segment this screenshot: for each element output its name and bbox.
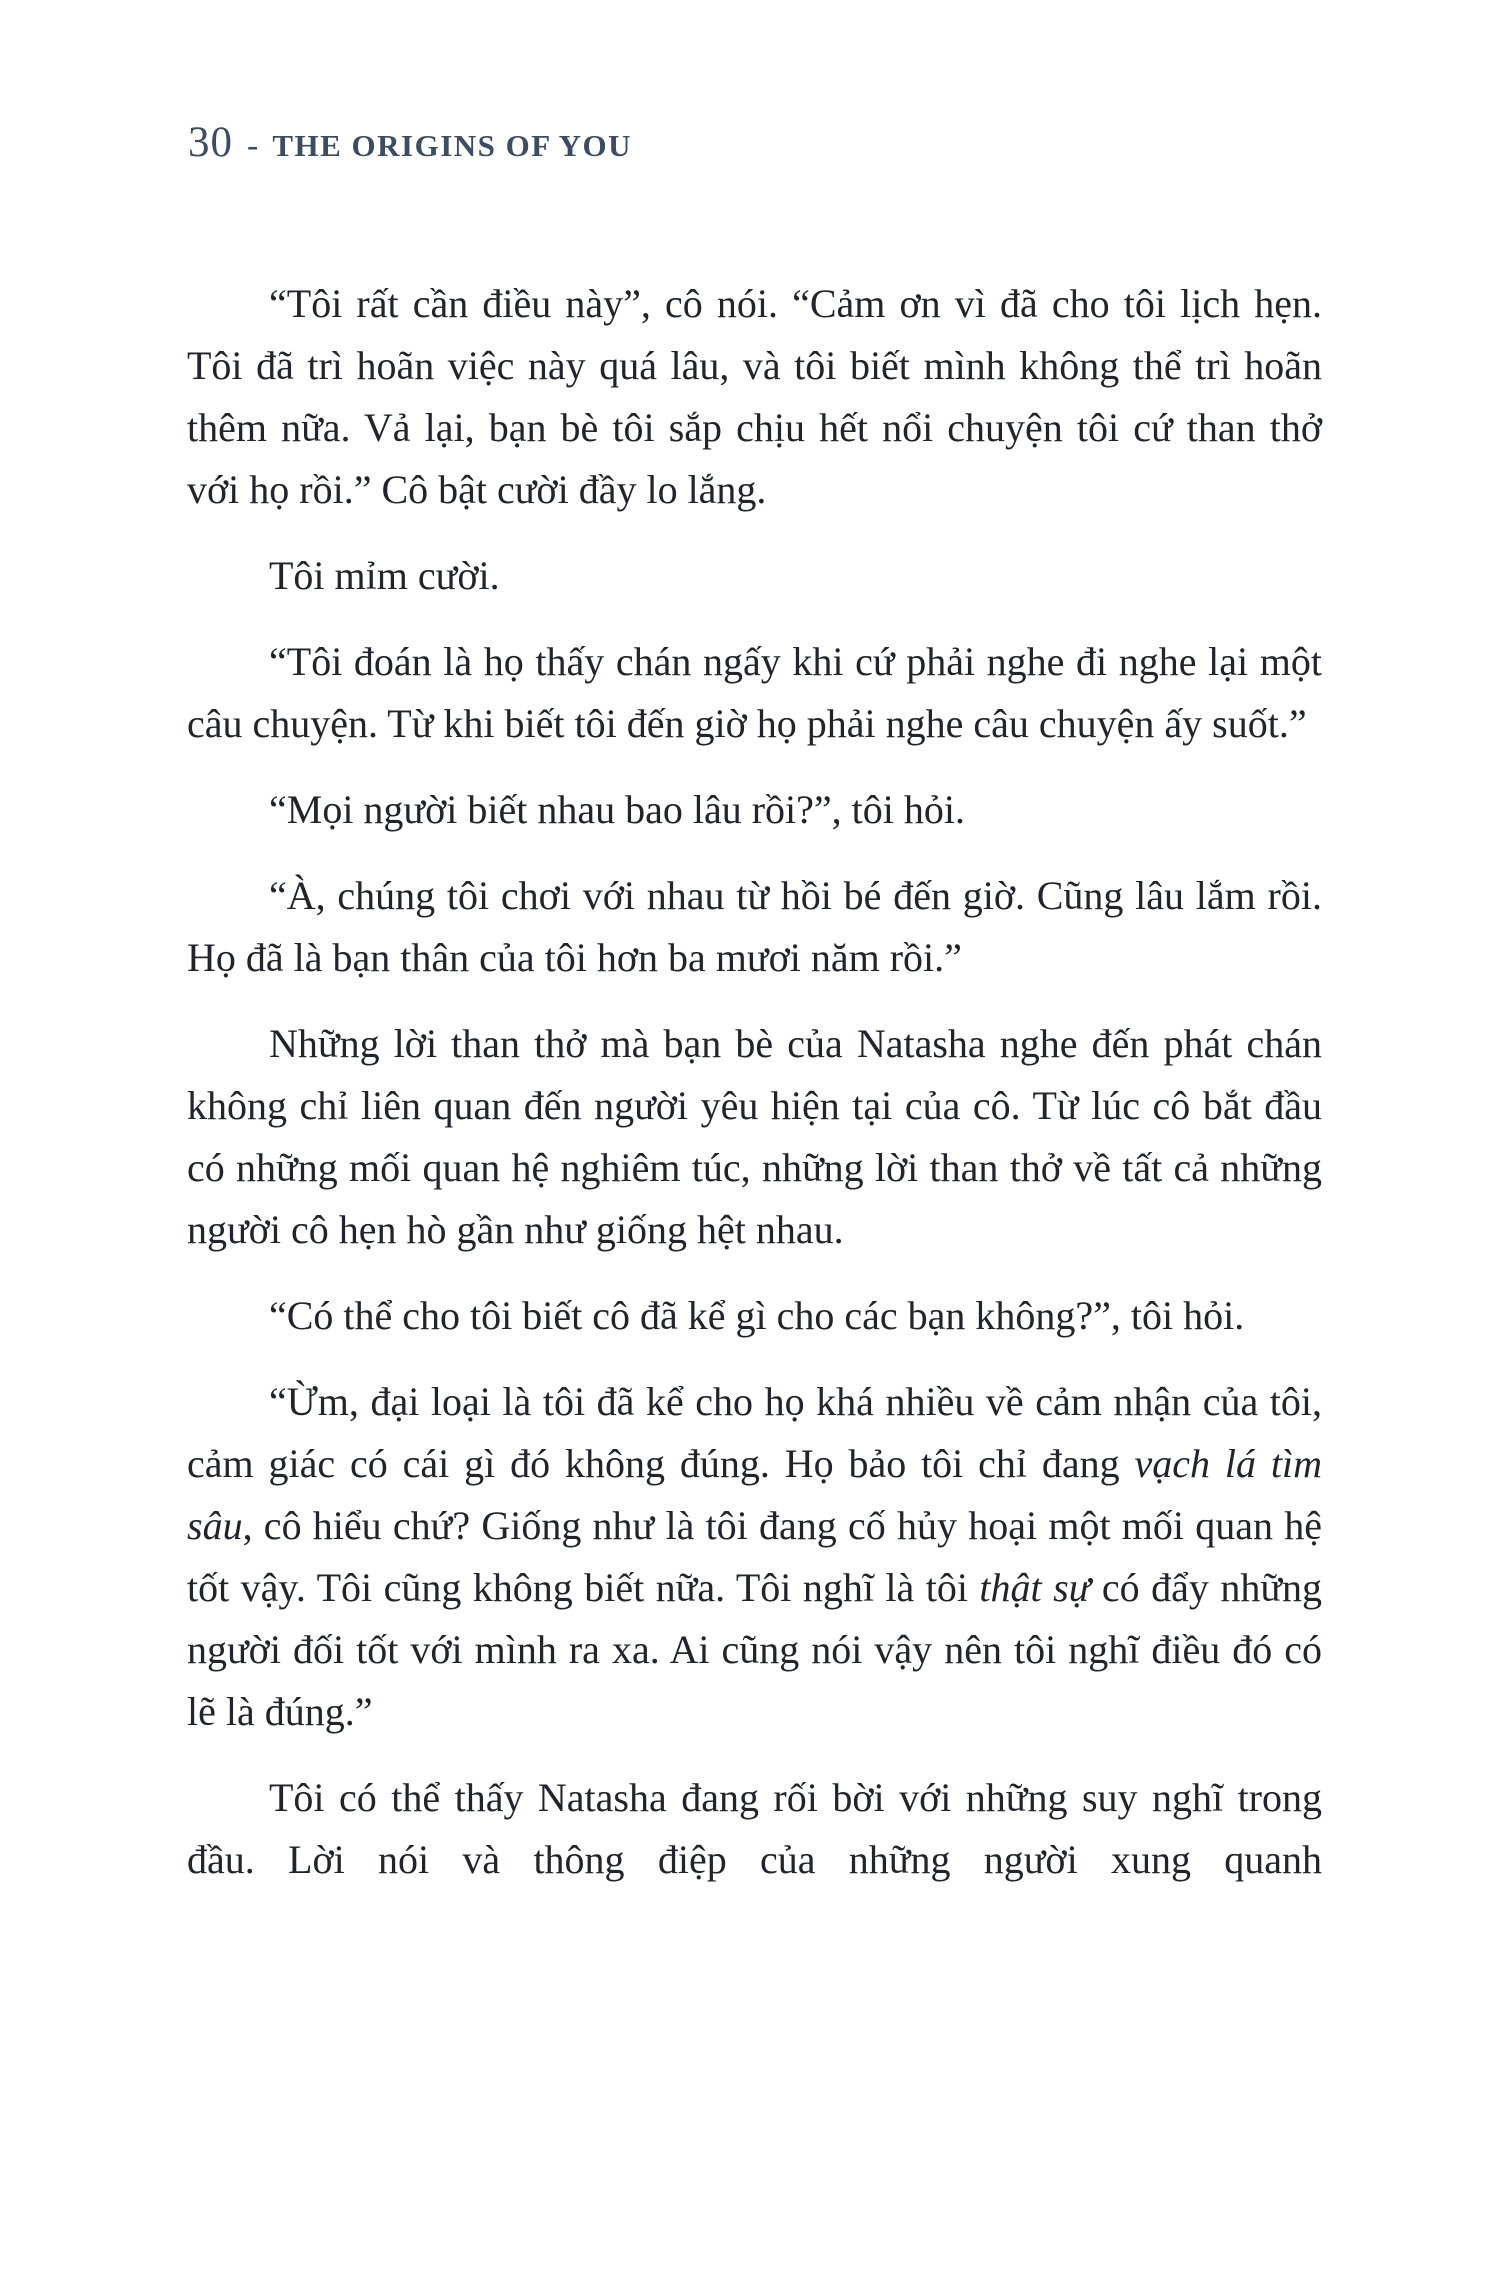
header-separator: - xyxy=(247,127,259,164)
italic-phrase: thật sự xyxy=(979,1565,1091,1610)
text-run: “Ừm, đại loại là tôi đã kể cho họ khá nhiều về cảm nhận của tôi, cảm giác có cái gì đó không đúng. Họ bảo tôi chỉ đang xyxy=(187,1379,1322,1486)
running-header xyxy=(188,118,632,167)
text-run: có đẩy những người đối tốt với mình ra xa. Ai cũng nói vậy nên tôi nghĩ điều đó có lẽ là đúng.” xyxy=(187,1565,1322,1734)
text-run: “Tôi đoán là họ thấy chán ngấy khi cứ phải nghe đi nghe lại một câu chuyện. Từ khi biết tôi đến giờ họ phải nghe câu chuyện ấy suốt.” xyxy=(187,639,1322,746)
paragraph xyxy=(187,865,1322,989)
paragraph xyxy=(187,631,1322,755)
paragraph xyxy=(187,779,1322,841)
text-run: Tôi mỉm cười. xyxy=(269,553,500,598)
text-run: , cô hiểu chứ? Giống như là tôi đang cố hủy hoại một mối quan hệ tốt vậy. Tôi cũng không biết nữa. Tôi nghĩ là tôi xyxy=(187,1503,1322,1610)
text-run: Tôi có thể thấy Natasha đang rối bời với những suy nghĩ trong đầu. Lời nói và thông điệp của những người xung quanh xyxy=(187,1775,1322,1882)
paragraph xyxy=(187,1285,1322,1347)
italic-phrase: vạch lá tìm sâu xyxy=(187,1441,1323,1548)
text-run: “À, chúng tôi chơi với nhau từ hồi bé đến giờ. Cũng lâu lắm rồi. Họ đã là bạn thân của tôi hơn ba mươi năm rồi.” xyxy=(187,873,1322,980)
paragraph xyxy=(187,545,1322,607)
paragraph xyxy=(187,1371,1322,1743)
text-run: “Mọi người biết nhau bao lâu rồi?”, tôi hỏi. xyxy=(269,787,966,832)
paragraph xyxy=(187,273,1322,521)
text-run: “Có thể cho tôi biết cô đã kể gì cho các bạn không?”, tôi hỏi. xyxy=(269,1293,1245,1338)
book-title: THE ORIGINS OF YOU xyxy=(272,128,633,163)
text-run: Những lời than thở mà bạn bè của Natasha nghe đến phát chán không chỉ liên quan đến người yêu hiện tại của cô. Từ lúc cô bắt đầu có những mối quan hệ nghiêm túc, những lời than thở về tất cả những người cô hẹn hò gần như giống hệt nhau. xyxy=(187,1021,1322,1252)
text-run: “Tôi rất cần điều này”, cô nói. “Cảm ơn vì đã cho tôi lịch hẹn. Tôi đã trì hoãn việc này quá lâu, và tôi biết mình không thể trì hoãn thêm nữa. Vả lại, bạn bè tôi sắp chịu hết nổi chuyện tôi cứ than thở với họ rồi.” Cô bật cười đầy lo lắng. xyxy=(187,281,1322,512)
page-body xyxy=(187,273,1322,1915)
paragraph xyxy=(187,1013,1322,1261)
page-number: 30 xyxy=(188,119,233,166)
paragraph xyxy=(187,1767,1322,1891)
